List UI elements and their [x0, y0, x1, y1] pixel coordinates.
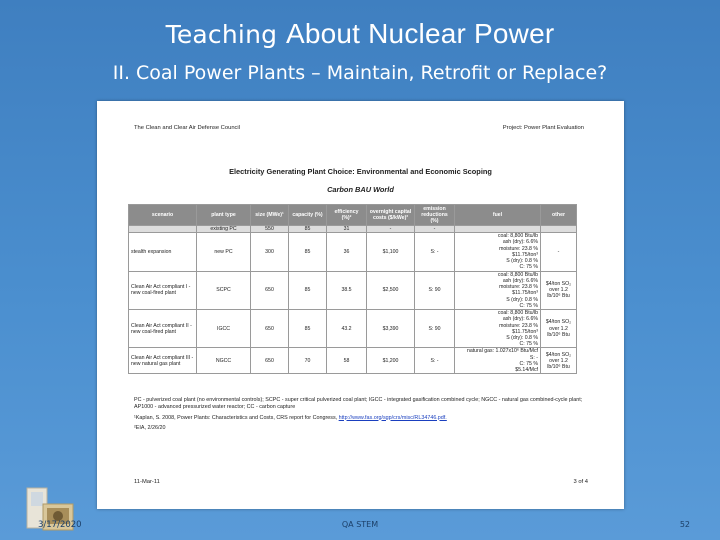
col-header: capacity (%) [289, 205, 327, 226]
col-header: fuel [455, 205, 541, 226]
cell: $3,390 [367, 310, 415, 348]
cell: $1,200 [367, 348, 415, 374]
slide-title-part2: About Nuclear Power [285, 18, 555, 49]
cell: 550 [251, 226, 289, 233]
cell: S: 90 [415, 271, 455, 309]
cell: S: - [415, 348, 455, 374]
cell: - [415, 226, 455, 233]
cell-scenario: Clean Air Act compliant III - new natural gas plant [129, 348, 197, 374]
slide-page-number: 52 [679, 520, 690, 529]
doc-header-left: The Clean and Clear Air Defense Council [134, 125, 241, 131]
cell: 300 [251, 233, 289, 271]
cell: $4/ton SO₂ over 1.2 lb/10⁶ Btu [541, 271, 577, 309]
doc-header-right: Project: Power Plant Evaluation [502, 125, 584, 131]
table-row [129, 271, 577, 309]
cell: 38.5 [327, 271, 367, 309]
cell-fuel: natural gas: 1.027x10⁶ Btu/Mcf S: - C: 75 % $5.14/Mcf [455, 348, 541, 374]
col-header: efficiency (%)² [327, 205, 367, 226]
cell: 70 [289, 348, 327, 374]
cell [541, 226, 577, 233]
cell: $2,500 [367, 271, 415, 309]
cell-fuel: coal: 8,800 Btu/lb ash (dry): 6.6% moisture: 23.8 % $11.75/ton³ S (dry): 0.8 % C: 75 % [455, 233, 541, 271]
cell [455, 226, 541, 233]
slide-subtitle: II. Coal Power Plants – Maintain, Retrofit or Replace? [112, 62, 608, 84]
cell: existing PC [197, 226, 251, 233]
table-header-row [129, 205, 577, 226]
crs-report-link[interactable]: http://www.fas.org/sgp/crs/misc/RL34746.pdf. [338, 414, 447, 421]
cell: $4/ton SO₂ over 1.2 lb/10⁶ Btu [541, 348, 577, 374]
note-kaplan: ¹Kaplan, S. 2008, Power Plants: Characteristics and Costs, CRS report for Congress, http://www.fas.org/sgp/crs/misc/RL34746.pdf. [134, 414, 447, 421]
cell-fuel: coal: 8,800 Btu/lb ash (dry): 6.6% moisture: 23.8 % $11.75/ton³ S (dry): 0.8 % C: 75 % [455, 271, 541, 309]
col-header: emission reductions (%) [415, 205, 455, 226]
cell: S: 90 [415, 310, 455, 348]
doc-footer-date: 11-Mar-11 [134, 479, 160, 485]
col-header: plant type [197, 205, 251, 226]
cell: 650 [251, 271, 289, 309]
cell: 650 [251, 348, 289, 374]
cell: 36 [327, 233, 367, 271]
col-header: size (MWe)¹ [251, 205, 289, 226]
slide-footer: QA STEM [341, 520, 379, 529]
cell: 85 [289, 233, 327, 271]
cell: NGCC [197, 348, 251, 374]
cell-fuel: coal: 8,800 Btu/lb ash (dry): 6.6% moisture: 23.8 % $11.75/ton³ S (dry): 0.8 % C: 75 % [455, 310, 541, 348]
cell-scenario: Clean Air Act compliant I - new coal-fired plant [129, 271, 197, 309]
doc-subtitle: Carbon BAU World [327, 185, 394, 194]
cell: 31 [327, 226, 367, 233]
cell: SCPC [197, 271, 251, 309]
scoping-table [128, 204, 577, 374]
cell: S: - [415, 233, 455, 271]
cell: - [367, 226, 415, 233]
cell: 650 [251, 310, 289, 348]
cell: new PC [197, 233, 251, 271]
cell: IGCC [197, 310, 251, 348]
col-header: overnight capital costs ($/kWe)³ [367, 205, 415, 226]
cell: $1,100 [367, 233, 415, 271]
note-abbreviations: PC - pulverized coal plant (no environmental controls); SCPC - super critical pulverized coal plant; IGCC - integrated gasification combined cycle; NGCC - natural gas combined-cycle plant; AP1000 - advanced pressurized water reactor; CC - carbon capture [134, 397, 583, 411]
cell: 85 [289, 310, 327, 348]
table-row [129, 310, 577, 348]
cell: $4/ton SO₂ over 1.2 lb/10⁶ Btu [541, 310, 577, 348]
document-image [97, 101, 624, 509]
cell: 85 [289, 271, 327, 309]
note-eia: ²EIA, 2/26/20 [134, 424, 166, 431]
cell-scenario: Clean Air Act compliant II - new coal-fired plant [129, 310, 197, 348]
cell-scenario: stealth expansion [129, 233, 197, 271]
col-header: other [541, 205, 577, 226]
table-row-existing [129, 226, 577, 233]
cell: 43.2 [327, 310, 367, 348]
slide-date: 3/17/2020 [38, 520, 82, 530]
table-row [129, 233, 577, 271]
col-header: scenario [129, 205, 197, 226]
doc-notes [134, 397, 589, 435]
slide-title-part1: Teaching [165, 20, 278, 49]
table-row [129, 348, 577, 374]
doc-title: Electricity Generating Plant Choice: Environmental and Economic Scoping [229, 167, 492, 176]
cell: 58 [327, 348, 367, 374]
cell: 85 [289, 226, 327, 233]
cell: - [541, 233, 577, 271]
slide-title [0, 18, 720, 50]
doc-footer-page: 3 of 4 [573, 479, 588, 485]
